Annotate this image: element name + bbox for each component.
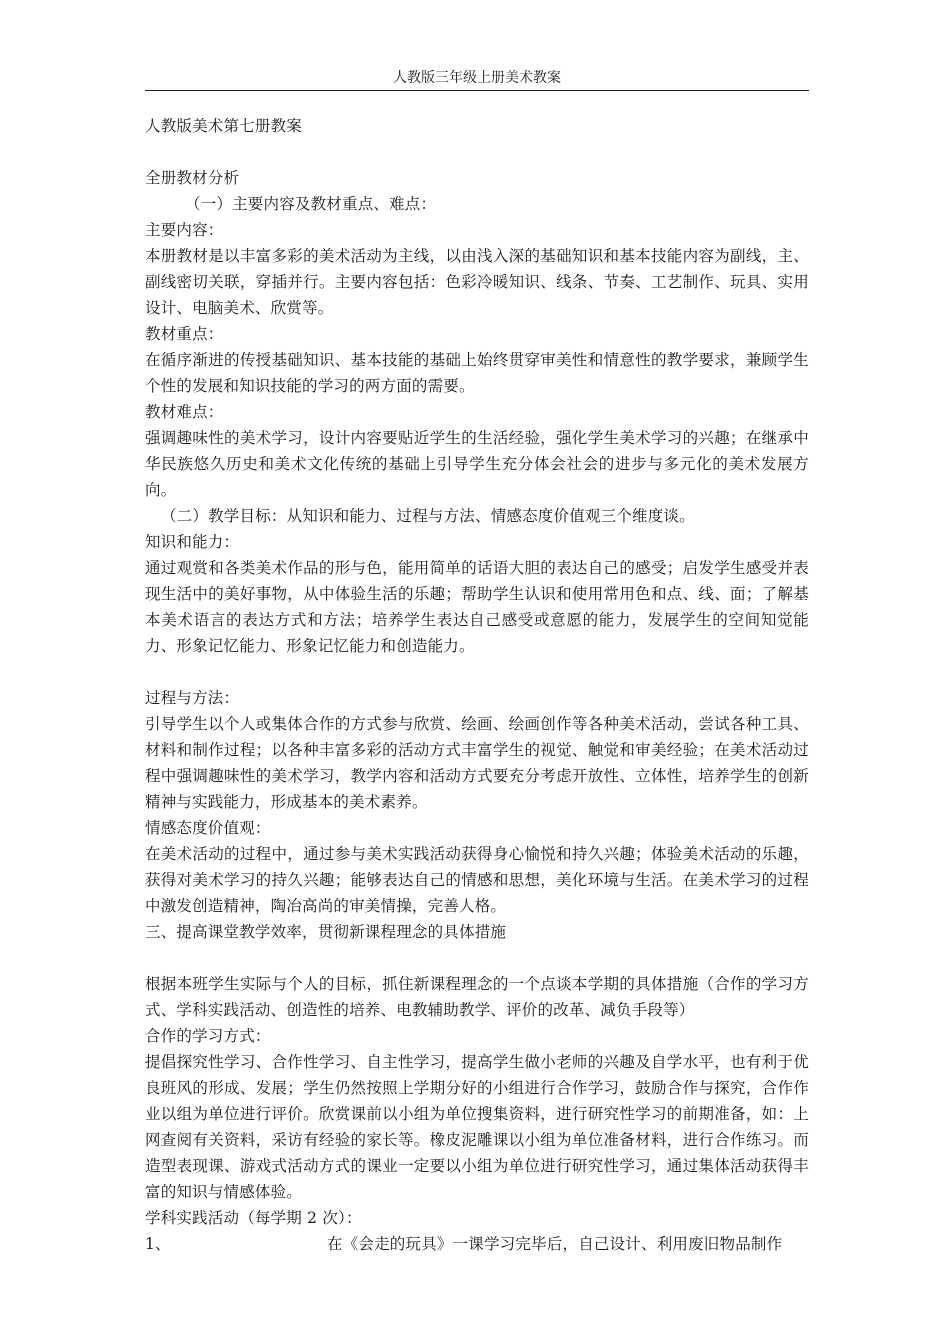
key-points-paragraph: 在循序渐进的传授基础知识、基本技能的基础上始终贯穿审美性和情意性的教学要求，兼顾学生个性的发展和知识技能的学习的两方面的需要。 (145, 351, 809, 395)
spacer (145, 945, 809, 971)
difficulty-paragraph: 强调趣味性的美术学习，设计内容要贴近学生的生活经验，强化学生美术学习的兴趣；在继承中华民族悠久历史和美术文化传统的基础上引导学生充分体会社会的进步与多元化的美术发展方向。 (145, 429, 809, 499)
list-item-text: 在《会走的玩具》一课学习完毕后，自己设计、利用废旧物品制作 (327, 1235, 783, 1253)
document-title: 人教版美术第七册教案 (145, 117, 303, 135)
section-1-heading: （一）主要内容及教材重点、难点： (185, 195, 437, 213)
emotion-paragraph: 在美术活动的过程中，通过参与美术实践活动获得身心愉悦和持久兴趣；体验美术活动的乐趣，获得对美术学习的持久兴趣；能够表达自己的情感和思想，美化环境与生活。在美术学习的过程中激发创造精神，陶冶高尚的审美情操，完善人格。 (145, 845, 809, 915)
spacer (145, 139, 809, 165)
cooperative-learning-paragraph: 提倡探究性学习、合作性学习、自主性学习，提高学生做小老师的兴趣及自学水平，也有利于优良班风的形成、发展；学生仍然按照上学期分好的小组进行合作学习，鼓励合作与探究，合作作业以组为单位进行评价。欣赏课前以小组为单位搜集资料，进行研究性学习的前期准备，如：上网查阅有关资料，采访有经验的家长等。橡皮泥雕课以小组为单位准备材料，进行合作练习。而造型表现课、游戏式活动方式的课业一定要以小组为单位进行研究性学习，通过集体活动获得丰富的知识与情感体验。 (145, 1053, 809, 1201)
emotion-label: 情感态度价值观： (145, 819, 271, 837)
difficulty-label: 教材难点： (145, 403, 224, 421)
section-2-heading: （二）教学目标：从知识和能力、过程与方法、情感态度价值观三个维度谈。 (161, 507, 695, 525)
section-3-heading: 三、提高课堂教学效率，贯彻新课程理念的具体措施 (145, 923, 507, 941)
analysis-heading: 全册教材分析 (145, 169, 240, 187)
process-label: 过程与方法： (145, 689, 240, 707)
knowledge-label: 知识和能力： (145, 533, 240, 551)
process-paragraph: 引导学生以个人或集体合作的方式参与欣赏、绘画、绘画创作等各种美术活动，尝试各种工具、材料和制作过程；以各种丰富多彩的活动方式丰富学生的视觉、触觉和审美经验；在美术活动过程中强调趣味性的美术学习，教学内容和活动方式要充分考虑开放性、立体性，培养学生的创新精神与实践能力，形成基本的美术素养。 (145, 715, 809, 811)
list-item (145, 1231, 809, 1257)
main-content-label: 主要内容： (145, 221, 224, 239)
spacer (145, 659, 809, 685)
practice-activities-label: 学科实践活动（每学期 2 次）： (145, 1209, 362, 1227)
list-item-number: 1、 (145, 1235, 171, 1253)
main-content-paragraph: 本册教材是以丰富多彩的美术活动为主线，以由浅入深的基础知识和基本技能内容为副线，主、副线密切关联，穿插并行。主要内容包括：色彩冷暖知识、线条、节奏、工艺制作、玩具、实用设计、电脑美术、欣赏等。 (145, 247, 809, 317)
key-points-label: 教材重点： (145, 325, 224, 343)
measures-intro-paragraph: 根据本班学生实际与个人的目标，抓住新课程理念的一个点谈本学期的具体措施（合作的学习方式、学科实践活动、创造性的培养、电教辅助教学、评价的改革、减负手段等） (145, 975, 809, 1019)
cooperative-learning-label: 合作的学习方式： (145, 1027, 271, 1045)
page-header: 人教版三年级上册美术教案 (145, 68, 809, 91)
document-body (145, 113, 809, 1257)
knowledge-paragraph: 通过观赏和各类美术作品的形与色，能用简单的话语大胆的表达自己的感受；启发学生感受并表现生活中的美好事物，从中体验生活的乐趣；帮助学生认识和使用常用色和点、线、面；了解基本美术语言的表达方式和方法；培养学生表达自己感受或意愿的能力，发展学生的空间知觉能力、形象记忆能力、形象记忆能力和创造能力。 (145, 559, 809, 655)
